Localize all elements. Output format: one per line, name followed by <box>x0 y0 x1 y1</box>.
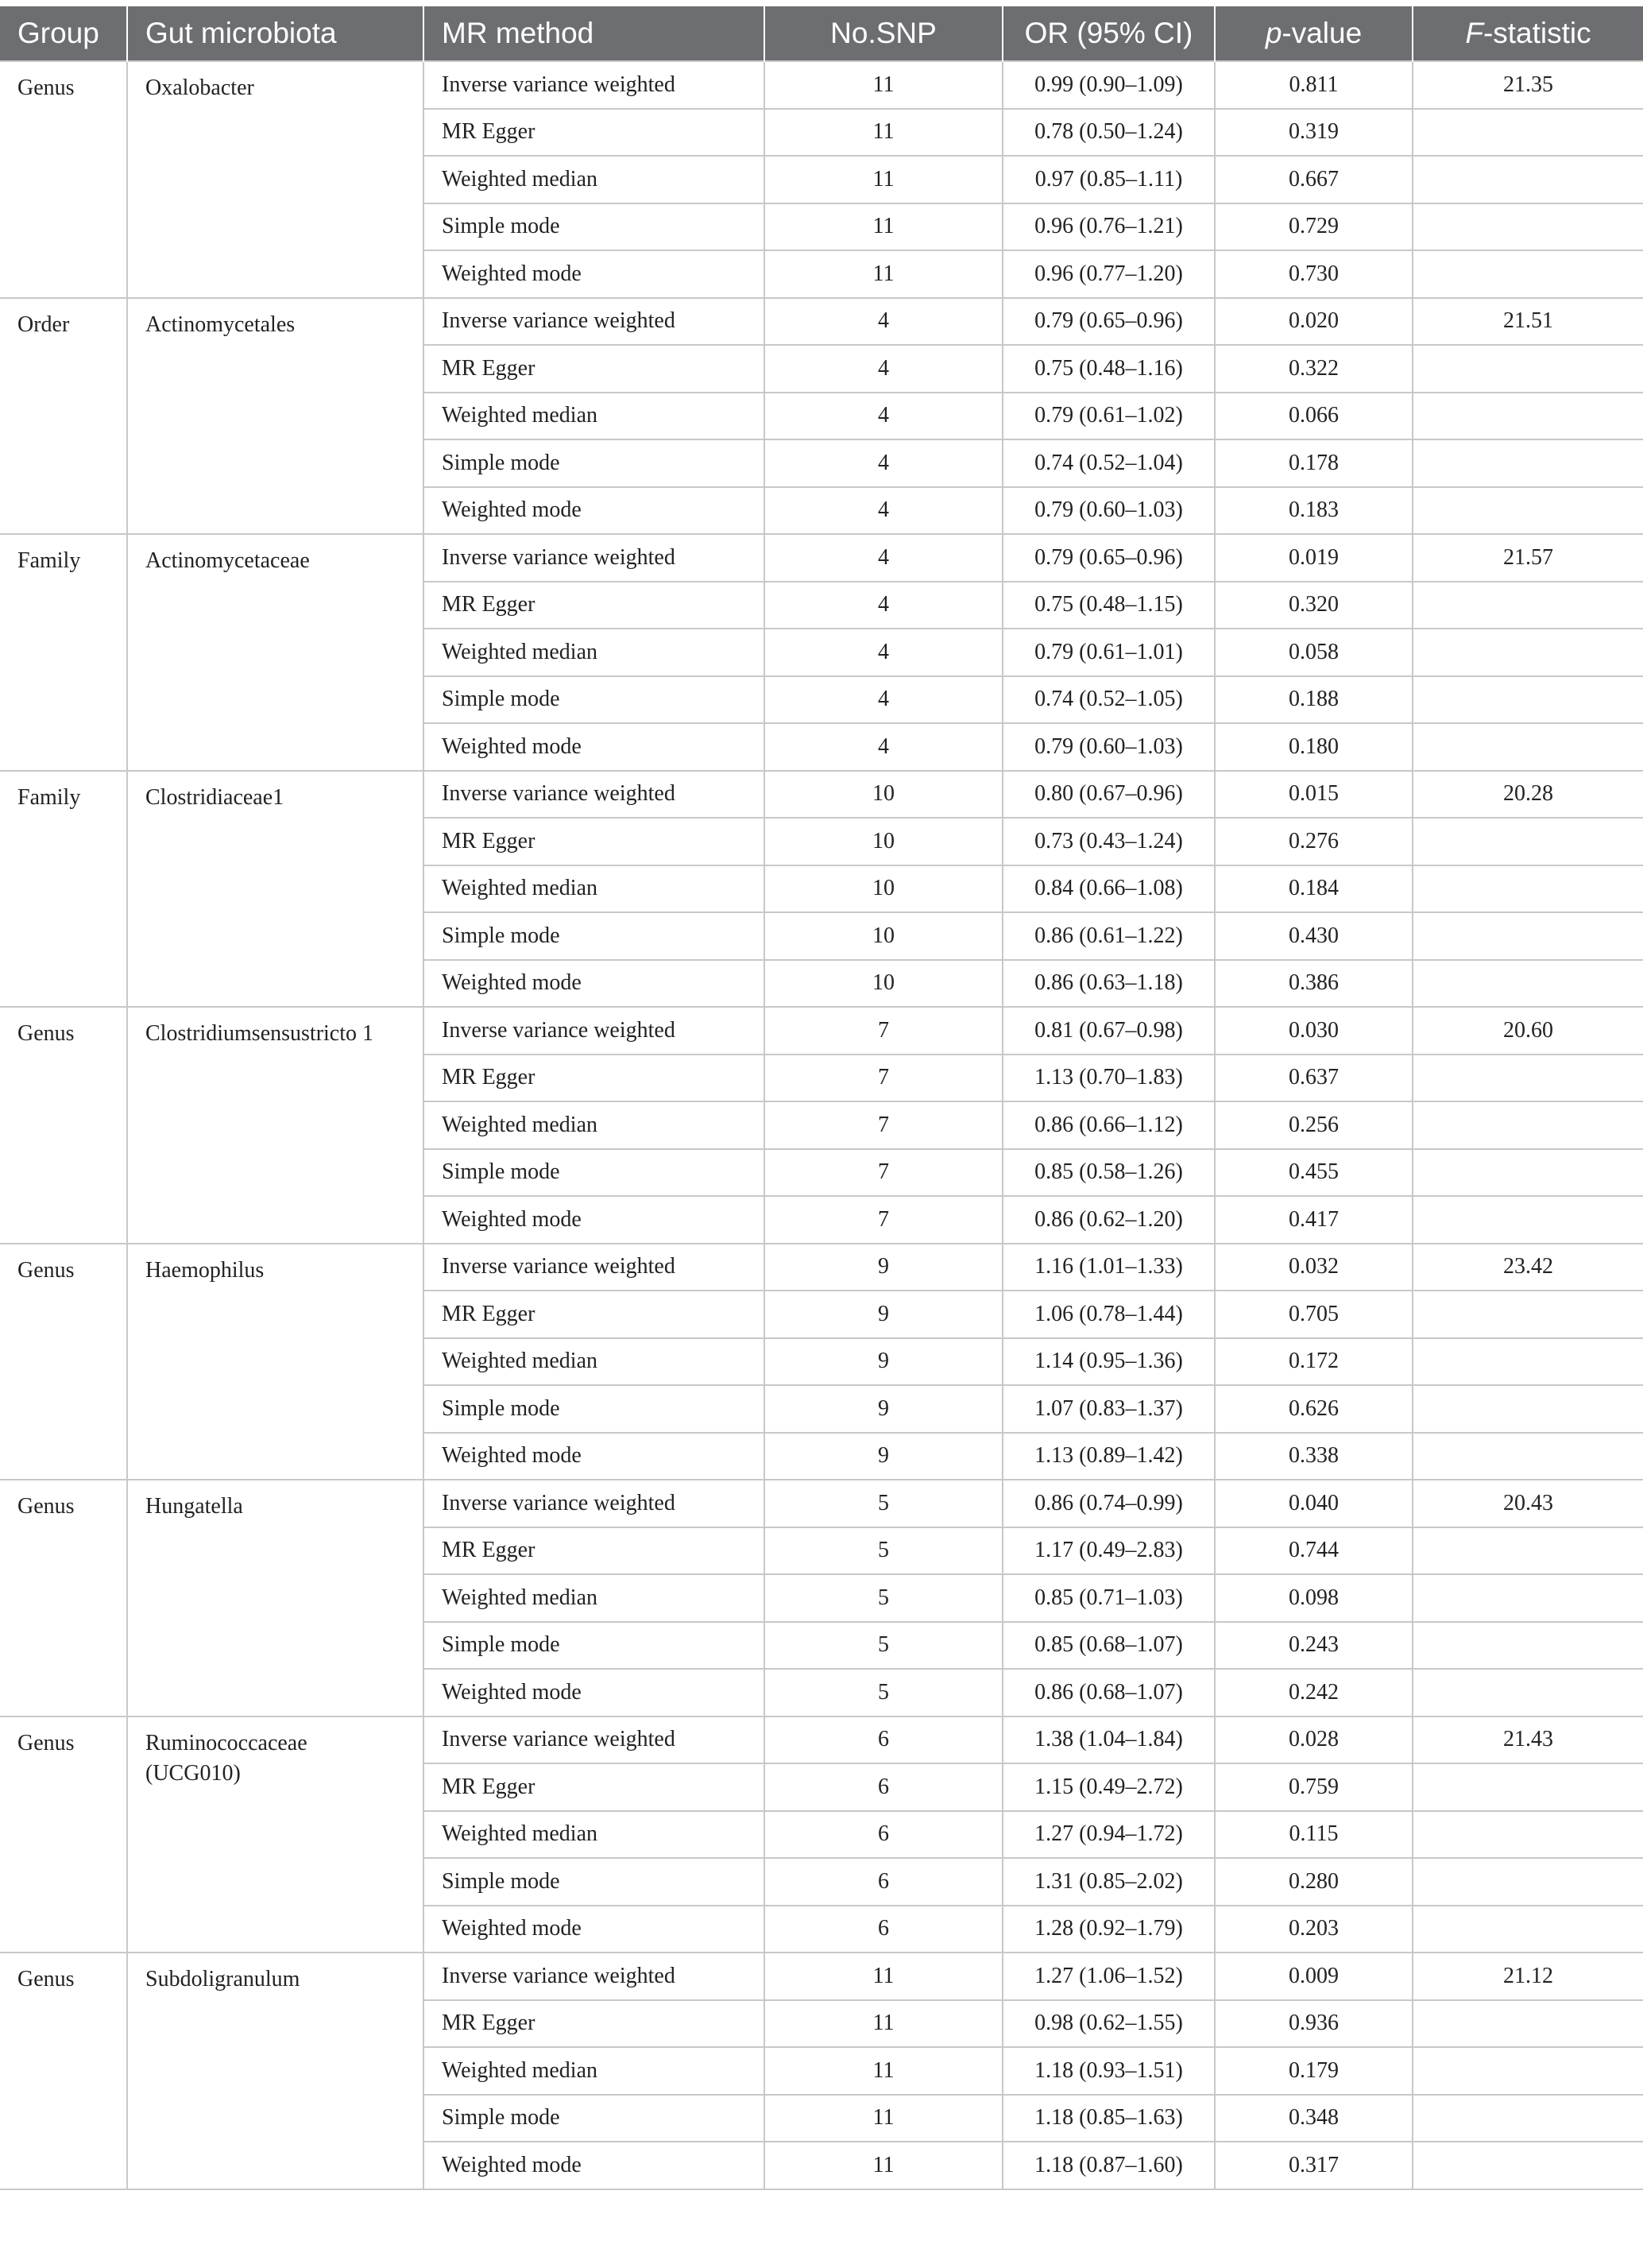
gut-microbiota-cell: Clostridiumsensustricto 1 <box>127 1007 423 1244</box>
or-ci-cell: 0.79 (0.65–0.96) <box>1003 534 1215 582</box>
p-value-cell: 0.040 <box>1215 1480 1413 1527</box>
f-statistic-cell <box>1413 2000 1643 2048</box>
header-p-italic: p <box>1265 17 1282 49</box>
mr-method-cell: Weighted median <box>423 156 764 203</box>
or-ci-cell: 0.85 (0.71–1.03) <box>1003 1574 1215 1622</box>
p-value-cell: 0.626 <box>1215 1385 1413 1433</box>
or-ci-cell: 0.85 (0.68–1.07) <box>1003 1622 1215 1670</box>
p-value-cell: 0.386 <box>1215 960 1413 1008</box>
f-statistic-cell: 21.43 <box>1413 1716 1643 1764</box>
f-statistic-cell <box>1413 393 1643 440</box>
no-snp-cell: 9 <box>764 1433 1003 1480</box>
p-value-cell: 0.178 <box>1215 439 1413 487</box>
f-statistic-cell <box>1413 818 1643 865</box>
gut-microbiota-cell: Oxalobacter <box>127 61 423 298</box>
mr-method-cell: Weighted median <box>423 865 764 913</box>
mr-method-cell: MR Egger <box>423 2000 764 2048</box>
or-ci-cell: 0.79 (0.61–1.01) <box>1003 629 1215 676</box>
f-statistic-cell <box>1413 629 1643 676</box>
f-statistic-cell <box>1413 1763 1643 1811</box>
or-ci-cell: 1.17 (0.49–2.83) <box>1003 1527 1215 1575</box>
p-value-cell: 0.058 <box>1215 629 1413 676</box>
no-snp-cell: 5 <box>764 1574 1003 1622</box>
no-snp-cell: 10 <box>764 818 1003 865</box>
no-snp-cell: 6 <box>764 1858 1003 1906</box>
table-body <box>0 61 1643 2189</box>
mr-method-cell: Inverse variance weighted <box>423 1480 764 1527</box>
table-row <box>0 1716 1643 1764</box>
or-ci-cell: 1.18 (0.93–1.51) <box>1003 2047 1215 2095</box>
f-statistic-cell <box>1413 487 1643 535</box>
mr-method-cell: Inverse variance weighted <box>423 534 764 582</box>
or-ci-cell: 1.31 (0.85–2.02) <box>1003 1858 1215 1906</box>
or-ci-cell: 0.86 (0.62–1.20) <box>1003 1196 1215 1244</box>
mr-method-cell: Simple mode <box>423 1385 764 1433</box>
f-statistic-cell: 21.57 <box>1413 534 1643 582</box>
or-ci-cell: 0.86 (0.61–1.22) <box>1003 912 1215 960</box>
mr-method-cell: Simple mode <box>423 2095 764 2142</box>
p-value-cell: 0.019 <box>1215 534 1413 582</box>
f-statistic-cell <box>1413 1433 1643 1480</box>
mr-method-cell: Simple mode <box>423 1858 764 1906</box>
no-snp-cell: 9 <box>764 1244 1003 1291</box>
no-snp-cell: 11 <box>764 109 1003 157</box>
no-snp-cell: 9 <box>764 1338 1003 1386</box>
or-ci-cell: 0.75 (0.48–1.15) <box>1003 582 1215 629</box>
f-statistic-cell <box>1413 1669 1643 1716</box>
mr-method-cell: MR Egger <box>423 818 764 865</box>
f-statistic-cell: 20.28 <box>1413 771 1643 819</box>
no-snp-cell: 4 <box>764 345 1003 393</box>
no-snp-cell: 10 <box>764 865 1003 913</box>
f-statistic-cell <box>1413 2095 1643 2142</box>
no-snp-cell: 6 <box>764 1763 1003 1811</box>
no-snp-cell: 7 <box>764 1007 1003 1055</box>
mr-method-cell: Inverse variance weighted <box>423 771 764 819</box>
or-ci-cell: 0.74 (0.52–1.05) <box>1003 676 1215 724</box>
no-snp-cell: 4 <box>764 487 1003 535</box>
or-ci-cell: 1.28 (0.92–1.79) <box>1003 1906 1215 1953</box>
or-ci-cell: 0.86 (0.63–1.18) <box>1003 960 1215 1008</box>
mr-method-cell: MR Egger <box>423 582 764 629</box>
p-value-cell: 0.280 <box>1215 1858 1413 1906</box>
no-snp-cell: 7 <box>764 1101 1003 1149</box>
f-statistic-cell <box>1413 1101 1643 1149</box>
p-value-cell: 0.348 <box>1215 2095 1413 2142</box>
no-snp-cell: 4 <box>764 298 1003 346</box>
header-p-suffix: -value <box>1282 17 1363 49</box>
f-statistic-cell <box>1413 1196 1643 1244</box>
no-snp-cell: 11 <box>764 2000 1003 2048</box>
p-value-cell: 0.015 <box>1215 771 1413 819</box>
group-cell: Genus <box>0 1953 127 2189</box>
mr-method-cell: MR Egger <box>423 1763 764 1811</box>
or-ci-cell: 0.79 (0.65–0.96) <box>1003 298 1215 346</box>
or-ci-cell: 0.78 (0.50–1.24) <box>1003 109 1215 157</box>
or-ci-cell: 1.14 (0.95–1.36) <box>1003 1338 1215 1386</box>
or-ci-cell: 0.86 (0.66–1.12) <box>1003 1101 1215 1149</box>
p-value-cell: 0.030 <box>1215 1007 1413 1055</box>
p-value-cell: 0.256 <box>1215 1101 1413 1149</box>
header-f-suffix: -statistic <box>1483 17 1591 49</box>
header-mr-method: MR method <box>423 6 764 61</box>
no-snp-cell: 4 <box>764 393 1003 440</box>
p-value-cell: 0.744 <box>1215 1527 1413 1575</box>
or-ci-cell: 1.27 (1.06–1.52) <box>1003 1953 1215 2000</box>
gut-microbiota-cell: Hungatella <box>127 1480 423 1716</box>
gut-microbiota-cell: Actinomycetaceae <box>127 534 423 771</box>
header-p-value <box>1215 6 1413 61</box>
table-row <box>0 534 1643 582</box>
mr-method-cell: Inverse variance weighted <box>423 1953 764 2000</box>
gut-microbiota-cell: Actinomycetales <box>127 298 423 535</box>
p-value-cell: 0.430 <box>1215 912 1413 960</box>
or-ci-cell: 1.13 (0.70–1.83) <box>1003 1055 1215 1102</box>
p-value-cell: 0.184 <box>1215 865 1413 913</box>
mr-method-cell: Simple mode <box>423 1149 764 1197</box>
no-snp-cell: 11 <box>764 2142 1003 2189</box>
p-value-cell: 0.180 <box>1215 723 1413 771</box>
table-row <box>0 61 1643 109</box>
p-value-cell: 0.319 <box>1215 109 1413 157</box>
f-statistic-cell: 23.42 <box>1413 1244 1643 1291</box>
f-statistic-cell <box>1413 1338 1643 1386</box>
gut-microbiota-cell: Haemophilus <box>127 1244 423 1480</box>
p-value-cell: 0.242 <box>1215 1669 1413 1716</box>
or-ci-cell: 0.79 (0.61–1.02) <box>1003 393 1215 440</box>
p-value-cell: 0.276 <box>1215 818 1413 865</box>
no-snp-cell: 4 <box>764 723 1003 771</box>
no-snp-cell: 10 <box>764 912 1003 960</box>
p-value-cell: 0.179 <box>1215 2047 1413 2095</box>
mr-method-cell: Weighted median <box>423 393 764 440</box>
f-statistic-cell <box>1413 1906 1643 1953</box>
f-statistic-cell: 20.60 <box>1413 1007 1643 1055</box>
mr-method-cell: Simple mode <box>423 1622 764 1670</box>
no-snp-cell: 6 <box>764 1906 1003 1953</box>
mr-method-cell: MR Egger <box>423 1527 764 1575</box>
mr-method-cell: Weighted mode <box>423 723 764 771</box>
no-snp-cell: 4 <box>764 629 1003 676</box>
p-value-cell: 0.098 <box>1215 1574 1413 1622</box>
or-ci-cell: 0.75 (0.48–1.16) <box>1003 345 1215 393</box>
mr-method-cell: Simple mode <box>423 912 764 960</box>
f-statistic-cell: 20.43 <box>1413 1480 1643 1527</box>
p-value-cell: 0.455 <box>1215 1149 1413 1197</box>
mr-method-cell: Weighted median <box>423 1811 764 1859</box>
no-snp-cell: 10 <box>764 771 1003 819</box>
or-ci-cell: 0.99 (0.90–1.09) <box>1003 61 1215 109</box>
group-cell: Genus <box>0 1716 127 1953</box>
f-statistic-cell <box>1413 1055 1643 1102</box>
mr-method-cell: Inverse variance weighted <box>423 61 764 109</box>
mr-method-cell: Weighted median <box>423 1101 764 1149</box>
f-statistic-cell <box>1413 1858 1643 1906</box>
header-f-italic: F <box>1465 17 1483 49</box>
or-ci-cell: 0.74 (0.52–1.04) <box>1003 439 1215 487</box>
no-snp-cell: 11 <box>764 2047 1003 2095</box>
table-row <box>0 1244 1643 1291</box>
group-cell: Genus <box>0 1007 127 1244</box>
results-table-container <box>0 6 1643 2190</box>
header-gut-microbiota: Gut microbiota <box>127 6 423 61</box>
or-ci-cell: 1.13 (0.89–1.42) <box>1003 1433 1215 1480</box>
f-statistic-cell <box>1413 1385 1643 1433</box>
group-cell: Family <box>0 534 127 771</box>
p-value-cell: 0.759 <box>1215 1763 1413 1811</box>
no-snp-cell: 4 <box>764 582 1003 629</box>
no-snp-cell: 11 <box>764 61 1003 109</box>
header-f-statistic <box>1413 6 1643 61</box>
p-value-cell: 0.028 <box>1215 1716 1413 1764</box>
table-row <box>0 1953 1643 2000</box>
header-or-ci: OR (95% CI) <box>1003 6 1215 61</box>
p-value-cell: 0.320 <box>1215 582 1413 629</box>
or-ci-cell: 0.96 (0.76–1.21) <box>1003 203 1215 251</box>
table-row <box>0 1480 1643 1527</box>
f-statistic-cell <box>1413 156 1643 203</box>
p-value-cell: 0.936 <box>1215 2000 1413 2048</box>
mr-method-cell: Inverse variance weighted <box>423 298 764 346</box>
f-statistic-cell <box>1413 960 1643 1008</box>
mr-method-cell: MR Egger <box>423 1291 764 1338</box>
mr-method-cell: Weighted median <box>423 629 764 676</box>
gut-microbiota-cell: Ruminococcaceae (UCG010) <box>127 1716 423 1953</box>
p-value-cell: 0.172 <box>1215 1338 1413 1386</box>
f-statistic-cell <box>1413 1291 1643 1338</box>
header-group: Group <box>0 6 127 61</box>
no-snp-cell: 11 <box>764 2095 1003 2142</box>
or-ci-cell: 0.86 (0.74–0.99) <box>1003 1480 1215 1527</box>
p-value-cell: 0.338 <box>1215 1433 1413 1480</box>
or-ci-cell: 0.73 (0.43–1.24) <box>1003 818 1215 865</box>
mr-results-table <box>0 6 1643 2190</box>
f-statistic-cell <box>1413 439 1643 487</box>
mr-method-cell: Inverse variance weighted <box>423 1244 764 1291</box>
p-value-cell: 0.730 <box>1215 250 1413 298</box>
f-statistic-cell <box>1413 203 1643 251</box>
table-row <box>0 1007 1643 1055</box>
p-value-cell: 0.637 <box>1215 1055 1413 1102</box>
mr-method-cell: Weighted mode <box>423 250 764 298</box>
header-row <box>0 6 1643 61</box>
p-value-cell: 0.811 <box>1215 61 1413 109</box>
f-statistic-cell <box>1413 1622 1643 1670</box>
f-statistic-cell <box>1413 2142 1643 2189</box>
mr-method-cell: Weighted median <box>423 1338 764 1386</box>
f-statistic-cell <box>1413 1811 1643 1859</box>
mr-method-cell: Weighted mode <box>423 487 764 535</box>
f-statistic-cell: 21.12 <box>1413 1953 1643 2000</box>
p-value-cell: 0.667 <box>1215 156 1413 203</box>
f-statistic-cell: 21.51 <box>1413 298 1643 346</box>
mr-method-cell: Weighted mode <box>423 2142 764 2189</box>
group-cell: Genus <box>0 1480 127 1716</box>
or-ci-cell: 1.15 (0.49–2.72) <box>1003 1763 1215 1811</box>
or-ci-cell: 0.79 (0.60–1.03) <box>1003 487 1215 535</box>
f-statistic-cell <box>1413 676 1643 724</box>
or-ci-cell: 0.97 (0.85–1.11) <box>1003 156 1215 203</box>
or-ci-cell: 0.81 (0.67–0.98) <box>1003 1007 1215 1055</box>
or-ci-cell: 1.27 (0.94–1.72) <box>1003 1811 1215 1859</box>
mr-method-cell: MR Egger <box>423 109 764 157</box>
or-ci-cell: 1.06 (0.78–1.44) <box>1003 1291 1215 1338</box>
mr-method-cell: Weighted mode <box>423 1906 764 1953</box>
or-ci-cell: 0.86 (0.68–1.07) <box>1003 1669 1215 1716</box>
p-value-cell: 0.243 <box>1215 1622 1413 1670</box>
no-snp-cell: 10 <box>764 960 1003 1008</box>
mr-method-cell: Simple mode <box>423 676 764 724</box>
no-snp-cell: 5 <box>764 1622 1003 1670</box>
no-snp-cell: 11 <box>764 1953 1003 2000</box>
no-snp-cell: 7 <box>764 1196 1003 1244</box>
table-row <box>0 771 1643 819</box>
f-statistic-cell <box>1413 723 1643 771</box>
or-ci-cell: 1.38 (1.04–1.84) <box>1003 1716 1215 1764</box>
or-ci-cell: 0.79 (0.60–1.03) <box>1003 723 1215 771</box>
mr-method-cell: Simple mode <box>423 203 764 251</box>
f-statistic-cell <box>1413 1527 1643 1575</box>
f-statistic-cell <box>1413 1574 1643 1622</box>
no-snp-cell: 11 <box>764 250 1003 298</box>
group-cell: Family <box>0 771 127 1008</box>
f-statistic-cell <box>1413 865 1643 913</box>
mr-method-cell: Weighted mode <box>423 1669 764 1716</box>
mr-method-cell: MR Egger <box>423 1055 764 1102</box>
no-snp-cell: 11 <box>764 203 1003 251</box>
f-statistic-cell <box>1413 582 1643 629</box>
table-header <box>0 6 1643 61</box>
or-ci-cell: 0.96 (0.77–1.20) <box>1003 250 1215 298</box>
p-value-cell: 0.183 <box>1215 487 1413 535</box>
p-value-cell: 0.729 <box>1215 203 1413 251</box>
p-value-cell: 0.066 <box>1215 393 1413 440</box>
mr-method-cell: Weighted mode <box>423 1433 764 1480</box>
no-snp-cell: 4 <box>764 534 1003 582</box>
mr-method-cell: Weighted median <box>423 1574 764 1622</box>
no-snp-cell: 5 <box>764 1527 1003 1575</box>
p-value-cell: 0.020 <box>1215 298 1413 346</box>
p-value-cell: 0.009 <box>1215 1953 1413 2000</box>
group-cell: Genus <box>0 1244 127 1480</box>
no-snp-cell: 4 <box>764 439 1003 487</box>
mr-method-cell: Weighted mode <box>423 1196 764 1244</box>
mr-method-cell: Inverse variance weighted <box>423 1716 764 1764</box>
no-snp-cell: 9 <box>764 1385 1003 1433</box>
f-statistic-cell: 21.35 <box>1413 61 1643 109</box>
p-value-cell: 0.115 <box>1215 1811 1413 1859</box>
or-ci-cell: 1.07 (0.83–1.37) <box>1003 1385 1215 1433</box>
gut-microbiota-cell: Subdoligranulum <box>127 1953 423 2189</box>
p-value-cell: 0.417 <box>1215 1196 1413 1244</box>
p-value-cell: 0.317 <box>1215 2142 1413 2189</box>
or-ci-cell: 1.16 (1.01–1.33) <box>1003 1244 1215 1291</box>
header-no-snp: No.SNP <box>764 6 1003 61</box>
p-value-cell: 0.322 <box>1215 345 1413 393</box>
mr-method-cell: Inverse variance weighted <box>423 1007 764 1055</box>
p-value-cell: 0.032 <box>1215 1244 1413 1291</box>
p-value-cell: 0.188 <box>1215 676 1413 724</box>
mr-method-cell: Simple mode <box>423 439 764 487</box>
no-snp-cell: 5 <box>764 1480 1003 1527</box>
f-statistic-cell <box>1413 912 1643 960</box>
mr-method-cell: Weighted mode <box>423 960 764 1008</box>
f-statistic-cell <box>1413 1149 1643 1197</box>
or-ci-cell: 0.84 (0.66–1.08) <box>1003 865 1215 913</box>
group-cell: Genus <box>0 61 127 298</box>
no-snp-cell: 7 <box>764 1149 1003 1197</box>
no-snp-cell: 5 <box>764 1669 1003 1716</box>
or-ci-cell: 0.98 (0.62–1.55) <box>1003 2000 1215 2048</box>
f-statistic-cell <box>1413 345 1643 393</box>
no-snp-cell: 11 <box>764 156 1003 203</box>
or-ci-cell: 0.85 (0.58–1.26) <box>1003 1149 1215 1197</box>
no-snp-cell: 7 <box>764 1055 1003 1102</box>
mr-method-cell: MR Egger <box>423 345 764 393</box>
f-statistic-cell <box>1413 250 1643 298</box>
or-ci-cell: 1.18 (0.85–1.63) <box>1003 2095 1215 2142</box>
no-snp-cell: 9 <box>764 1291 1003 1338</box>
p-value-cell: 0.705 <box>1215 1291 1413 1338</box>
f-statistic-cell <box>1413 109 1643 157</box>
or-ci-cell: 0.80 (0.67–0.96) <box>1003 771 1215 819</box>
p-value-cell: 0.203 <box>1215 1906 1413 1953</box>
no-snp-cell: 4 <box>764 676 1003 724</box>
no-snp-cell: 6 <box>764 1716 1003 1764</box>
group-cell: Order <box>0 298 127 535</box>
gut-microbiota-cell: Clostridiaceae1 <box>127 771 423 1008</box>
or-ci-cell: 1.18 (0.87–1.60) <box>1003 2142 1215 2189</box>
table-row <box>0 298 1643 346</box>
f-statistic-cell <box>1413 2047 1643 2095</box>
mr-method-cell: Weighted median <box>423 2047 764 2095</box>
no-snp-cell: 6 <box>764 1811 1003 1859</box>
